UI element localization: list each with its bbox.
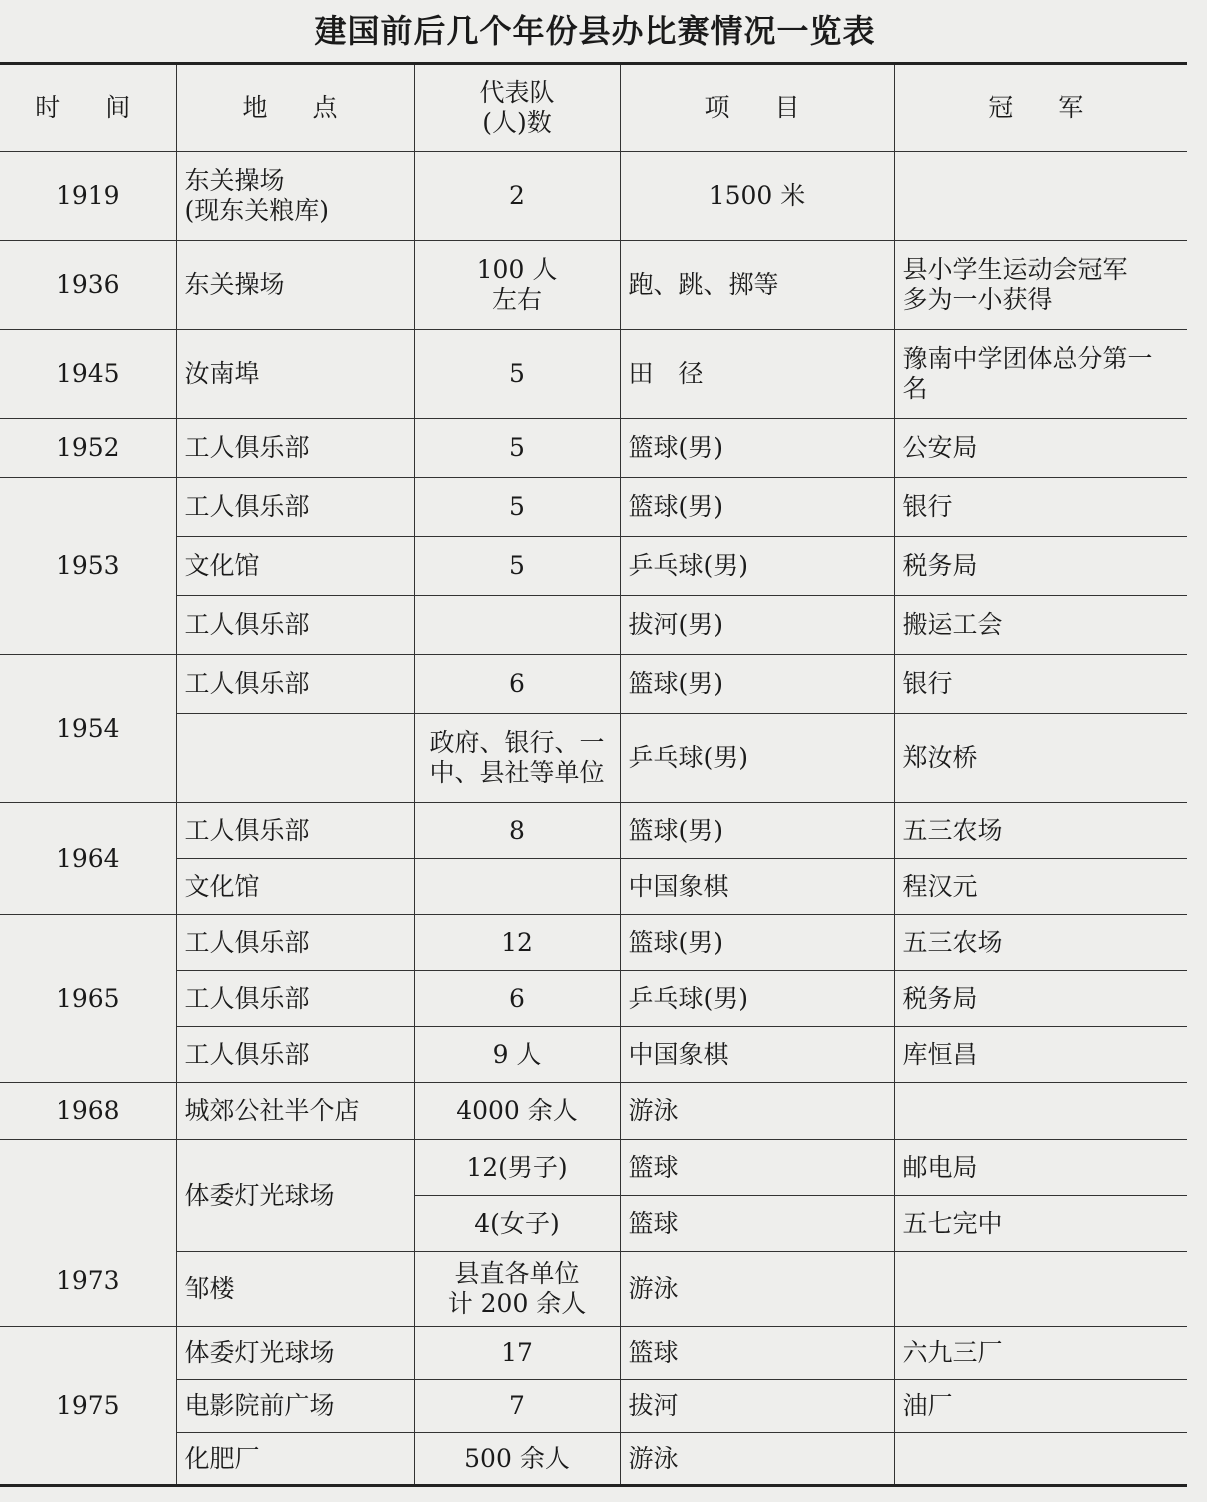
item-cell: 中国象棋: [620, 859, 894, 915]
table-row: [0, 803, 1187, 859]
item-cell: 篮球: [620, 1196, 894, 1252]
place-line: 东关操场: [184, 166, 285, 195]
team-cell: 6: [414, 971, 620, 1027]
header-team-line1: 代表队: [479, 78, 555, 107]
header-place: 地 点: [176, 64, 414, 152]
table-row: [0, 419, 1187, 478]
champion-cell: 银行: [894, 655, 1187, 714]
place-cell: 东关操场: [176, 241, 414, 330]
place-cell: 工人俱乐部: [176, 803, 414, 859]
champion-line: 多为一小获得: [902, 285, 1053, 314]
team-line: 左右: [491, 285, 542, 314]
place-cell: 汝南埠: [176, 330, 414, 419]
team-cell: [414, 241, 620, 330]
team-cell: [414, 714, 620, 803]
item-cell: 1500 米: [620, 152, 894, 241]
table-row: [0, 971, 1187, 1027]
place-cell: 邹楼: [176, 1252, 414, 1327]
table-row: [0, 537, 1187, 596]
place-line: (现东关粮库): [184, 196, 330, 225]
table-row: [0, 596, 1187, 655]
header-item: 项 目: [620, 64, 894, 152]
time-cell: 1953: [0, 478, 176, 655]
champion-cell: 公安局: [894, 419, 1187, 478]
item-cell: 拔河: [620, 1380, 894, 1433]
champion-cell: [894, 1083, 1187, 1140]
team-cell: [414, 859, 620, 915]
table-row: [0, 1027, 1187, 1083]
champion-cell: 油厂: [894, 1380, 1187, 1433]
team-cell: 5: [414, 419, 620, 478]
item-cell: 乒乓球(男): [620, 971, 894, 1027]
team-line: 计 200 余人: [447, 1289, 587, 1318]
competition-table: [0, 62, 1187, 1487]
table-row: [0, 152, 1187, 241]
champion-cell: 五三农场: [894, 915, 1187, 971]
item-cell: 跑、跳、掷等: [620, 241, 894, 330]
champion-cell: 郑汝桥: [894, 714, 1187, 803]
place-cell: 体委灯光球场: [176, 1140, 414, 1252]
time-cell: 1936: [0, 241, 176, 330]
place-cell: 体委灯光球场: [176, 1327, 414, 1380]
place-cell: 工人俱乐部: [176, 596, 414, 655]
team-cell: 500 余人: [414, 1433, 620, 1486]
place-cell: 工人俱乐部: [176, 1027, 414, 1083]
place-cell: 电影院前广场: [176, 1380, 414, 1433]
champion-cell: 五三农场: [894, 803, 1187, 859]
team-cell: 7: [414, 1380, 620, 1433]
item-cell: 游泳: [620, 1252, 894, 1327]
champion-cell: 税务局: [894, 971, 1187, 1027]
table-row: [0, 241, 1187, 330]
team-cell: 12: [414, 915, 620, 971]
item-cell: 篮球(男): [620, 419, 894, 478]
place-cell: [176, 152, 414, 241]
place-cell: 城郊公社半个店: [176, 1083, 414, 1140]
team-line: 100 人: [476, 255, 558, 284]
place-cell: 文化馆: [176, 537, 414, 596]
time-cell: 1973: [0, 1140, 176, 1327]
champion-cell: 税务局: [894, 537, 1187, 596]
item-cell: 篮球: [620, 1140, 894, 1196]
team-cell: 4(女子): [414, 1196, 620, 1252]
item-cell: 篮球(男): [620, 915, 894, 971]
table-row: [0, 1433, 1187, 1486]
table-row: [0, 915, 1187, 971]
team-cell: 2: [414, 152, 620, 241]
place-cell: 工人俱乐部: [176, 655, 414, 714]
champion-cell: 搬运工会: [894, 596, 1187, 655]
place-cell: 工人俱乐部: [176, 419, 414, 478]
item-cell: 篮球: [620, 1327, 894, 1380]
time-cell: 1965: [0, 915, 176, 1083]
header-champion: 冠 军: [894, 64, 1187, 152]
team-cell: 5: [414, 478, 620, 537]
table-row: [0, 714, 1187, 803]
team-line: 县直各单位: [454, 1259, 580, 1288]
champion-cell: [894, 241, 1187, 330]
champion-cell: 银行: [894, 478, 1187, 537]
champion-line: 名: [902, 374, 928, 403]
champion-cell: 邮电局: [894, 1140, 1187, 1196]
team-cell: 6: [414, 655, 620, 714]
time-cell: 1919: [0, 152, 176, 241]
item-cell: 乒乓球(男): [620, 537, 894, 596]
table-row: [0, 1140, 1187, 1196]
item-cell: 游泳: [620, 1433, 894, 1486]
header-team: [414, 64, 620, 152]
team-cell: 17: [414, 1327, 620, 1380]
place-cell: 工人俱乐部: [176, 915, 414, 971]
table-row: [0, 330, 1187, 419]
team-cell: 8: [414, 803, 620, 859]
time-cell: 1954: [0, 655, 176, 803]
table-row: [0, 478, 1187, 537]
item-cell: 篮球(男): [620, 655, 894, 714]
table-row: [0, 1380, 1187, 1433]
champion-line: 县小学生运动会冠军: [902, 255, 1128, 284]
table-row: [0, 859, 1187, 915]
place-cell: 文化馆: [176, 859, 414, 915]
header-team-line2: (人)数: [482, 108, 552, 137]
time-cell: 1964: [0, 803, 176, 915]
item-cell: 田 径: [620, 330, 894, 419]
team-cell: 12(男子): [414, 1140, 620, 1196]
item-cell: 乒乓球(男): [620, 714, 894, 803]
table-row: [0, 1083, 1187, 1140]
item-cell: 游泳: [620, 1083, 894, 1140]
place-cell: 化肥厂: [176, 1433, 414, 1486]
time-cell: 1945: [0, 330, 176, 419]
header-row: [0, 64, 1187, 152]
place-cell: 工人俱乐部: [176, 971, 414, 1027]
champion-cell: 库恒昌: [894, 1027, 1187, 1083]
champion-cell: 五七完中: [894, 1196, 1187, 1252]
champion-cell: [894, 330, 1187, 419]
champion-cell: [894, 1252, 1187, 1327]
item-cell: 篮球(男): [620, 803, 894, 859]
place-cell: [176, 714, 414, 803]
item-cell: 篮球(男): [620, 478, 894, 537]
page-title: 建国前后几个年份县办比赛情况一览表: [314, 12, 876, 50]
table-row: [0, 1252, 1187, 1327]
team-line: 中、县社等单位: [429, 758, 605, 787]
table-row: [0, 655, 1187, 714]
header-time: 时 间: [0, 64, 176, 152]
team-line: 政府、银行、一: [429, 728, 605, 757]
champion-cell: [894, 1433, 1187, 1486]
time-cell: 1952: [0, 419, 176, 478]
item-cell: 中国象棋: [620, 1027, 894, 1083]
team-cell: 9 人: [414, 1027, 620, 1083]
team-cell: [414, 596, 620, 655]
champion-cell: 六九三厂: [894, 1327, 1187, 1380]
item-cell: 拔河(男): [620, 596, 894, 655]
time-cell: 1968: [0, 1083, 176, 1140]
team-cell: 5: [414, 330, 620, 419]
team-cell: 5: [414, 537, 620, 596]
table-row: [0, 1327, 1187, 1380]
team-cell: [414, 1252, 620, 1327]
champion-cell: 程汉元: [894, 859, 1187, 915]
place-cell: 工人俱乐部: [176, 478, 414, 537]
team-cell: 4000 余人: [414, 1083, 620, 1140]
champion-cell: [894, 152, 1187, 241]
time-cell: 1975: [0, 1327, 176, 1486]
champion-line: 豫南中学团体总分第一: [902, 344, 1153, 373]
